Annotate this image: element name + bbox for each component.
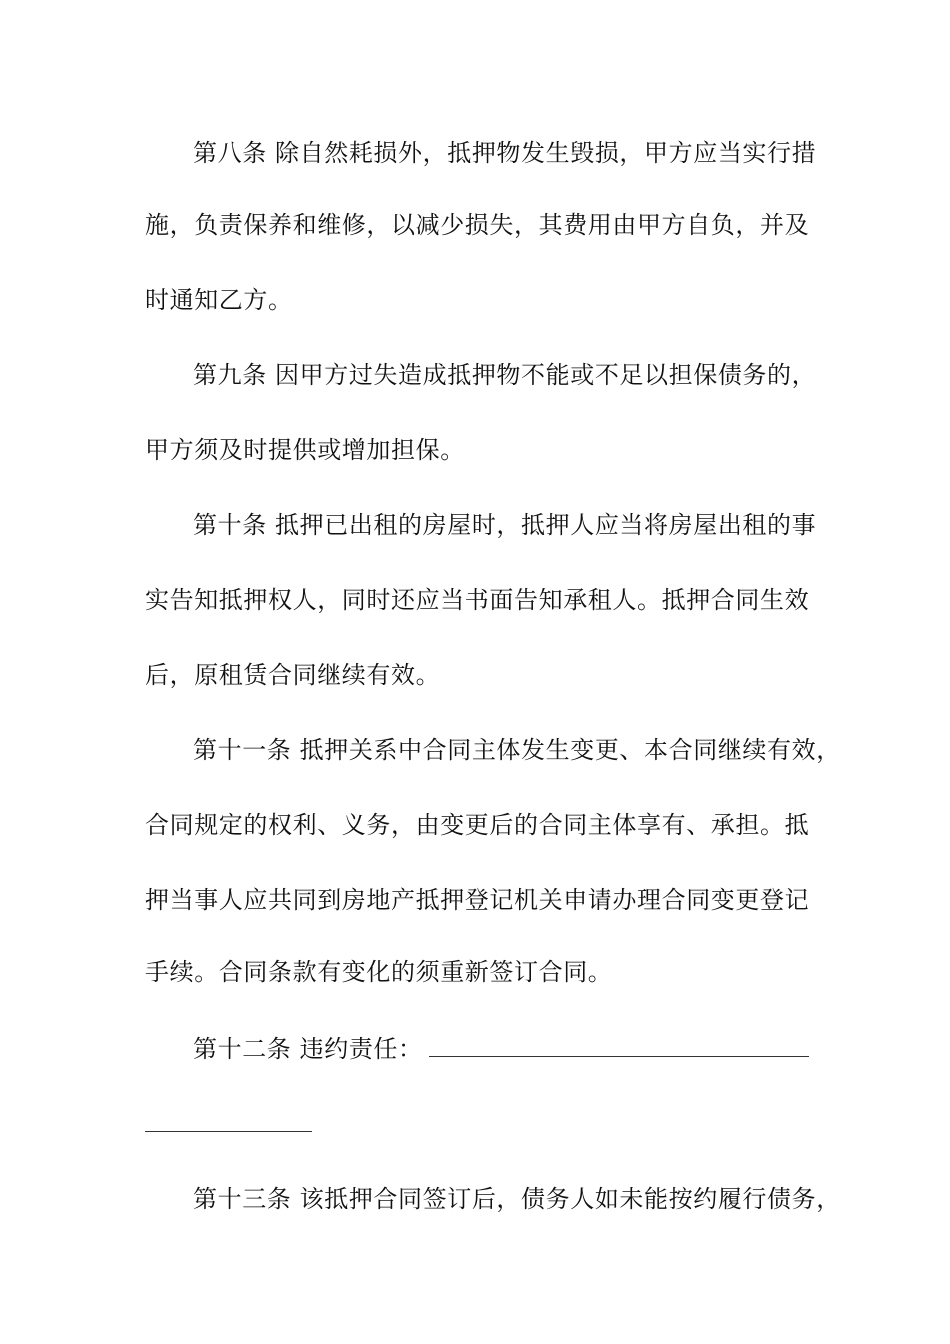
- article-12-label: 第十二条 违约责任：: [193, 1035, 423, 1063]
- article-9-line-1: 第九条 因甲方过失造成抵押物不能或不足以担保债务的，: [193, 361, 817, 389]
- article-10-line-3: 后，原租赁合同继续有效。: [145, 661, 441, 689]
- article-11-line-4: 手续。合同条款有变化的须重新签订合同。: [145, 958, 613, 986]
- article-8-line-3: 时通知乙方。: [145, 286, 293, 314]
- article-10-line-1: 第十条 抵押已出租的房屋时，抵押人应当将房屋出租的事: [193, 511, 817, 539]
- article-12-line-1: [193, 1033, 809, 1065]
- fill-in-blank-line: [429, 1036, 809, 1057]
- article-9-line-2: 甲方须及时提供或增加担保。: [145, 436, 465, 464]
- article-8-line-1: 第八条 除自然耗损外，抵押物发生毁损，甲方应当实行措: [193, 139, 817, 167]
- article-8-line-2: 施，负责保养和维修，以减少损失，其费用由甲方自负，并及: [145, 211, 810, 239]
- article-11-line-3: 押当事人应共同到房地产抵押登记机关申请办理合同变更登记: [145, 886, 810, 914]
- fill-in-blank-continuation: [145, 1131, 312, 1132]
- article-10-line-2: 实告知抵押权人，同时还应当书面告知承租人。抵押合同生效: [145, 586, 810, 614]
- article-11-line-1: 第十一条 抵押关系中合同主体发生变更、本合同继续有效，: [193, 736, 841, 764]
- article-13-line-1: 第十三条 该抵押合同签订后，债务人如未能按约履行债务，: [193, 1185, 841, 1213]
- article-11-line-2: 合同规定的权利、义务，由变更后的合同主体享有、承担。抵: [145, 811, 810, 839]
